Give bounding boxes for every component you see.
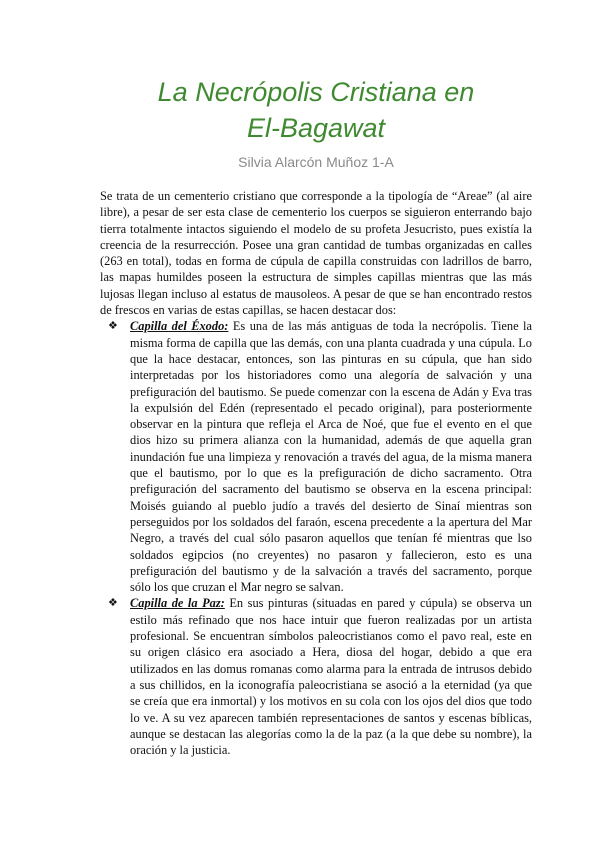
chapel-name: Capilla del Éxodo:	[130, 319, 229, 334]
list-item-chapel-paz	[108, 595, 532, 758]
chapel-list	[100, 318, 532, 758]
chapel-name: Capilla de la Paz:	[130, 596, 225, 611]
document-body	[100, 188, 532, 758]
title-line-2: El-Bagawat	[246, 113, 386, 143]
page-title	[100, 74, 532, 146]
diamond-bullet-icon: ❖	[108, 320, 118, 333]
list-item-chapel-exodo	[108, 318, 532, 595]
author-line: Silvia Alarcón Muñoz 1-A	[238, 154, 394, 170]
chapel-description: Es una de las más antiguas de toda la necrópolis. Tiene la misma forma de capilla que las demás, con una planta cuadrada y una cúpula. Lo que la hace destacar, entonces, son las pinturas en su cúpula, que han sido interpretadas por los historiadores como una alegoría de salvación y una prefiguración del bautismo. Se puede comenzar con la escena de Adán y Eva tras la expulsión del Edén (representado el pecado original), para posteriormente observar en la pintura que refleja el Arca de Noé, que fue el evento en el que dios hizo su primera alianza con la humanidad, además de que aquella gran inundación fue una limpieza y renovación a través del agua, de la misma manera que el bautismo, por lo que es la prefiguración de dicho sacramento. Otra prefiguración del sacramento del bautismo se observa en la escena principal: Moisés guiando al pueblo judío a través del desierto de Sinaí mientras son perseguidos por los soldados del faraón, escena precedente a la apertura del Mar Negro, a través del cual sólo pasaron aquellos que tenían fé mientras que lso soldados egipcios (no creyentes) no pasaron y fallecieron, esto es una prefiguración del bautismo y de la salvación a través del sacramento, porque sólo los que cruzan el Mar negro se salvan.	[130, 319, 532, 595]
intro-paragraph: Se trata de un cementerio cristiano que corresponde a la tipología de “Areae” (al aire libre), a pesar de ser esta clase de cementerio los cuerpos se siguieron enterrando bajo tierra totalmente intactos siguiendo el modelo de su profeta Jesucristo, pues existía la creencia de la resurrección. Posee una gran cantidad de tumbas organizadas en calles (263 en total), todas en forma de cúpula de capilla construidas con ladrillos de barro, las mapas humildes poseen la estructura de simples capillas mientras que las más lujosas llegan incluso al estatus de mausoleos. A pesar de que se han encontrado restos de frescos en varias de estas capillas, se hacen destacar dos:	[100, 189, 532, 318]
diamond-bullet-icon: ❖	[108, 597, 118, 610]
chapel-description: En sus pinturas (situadas en pared y cúpula) se observa un estilo más refinado que nos hace intuir que fueron realizadas por un artista profesional. Se encuentran símbolos paleocristianos como el pavo real, este en su origen clásico era asociado a Hera, diosa del hogar, debido a que era utilizados en las domus romanas como alarma para la entrada de intrusos debido a sus chillidos, en la iconografía paleocristiana se asoció a la eternidad (ya que se creía que era inmortal) y los motivos en su cola con los ojos del dios que todo lo ve. A su vez aparecen también representaciones de santos y escenas bíblicas, aunque se destacan las alegorías como la de la paz (a la que debe su nombre), la oración y la justicia.	[130, 596, 532, 758]
title-line-1: La Necrópolis Cristiana en	[157, 77, 475, 107]
